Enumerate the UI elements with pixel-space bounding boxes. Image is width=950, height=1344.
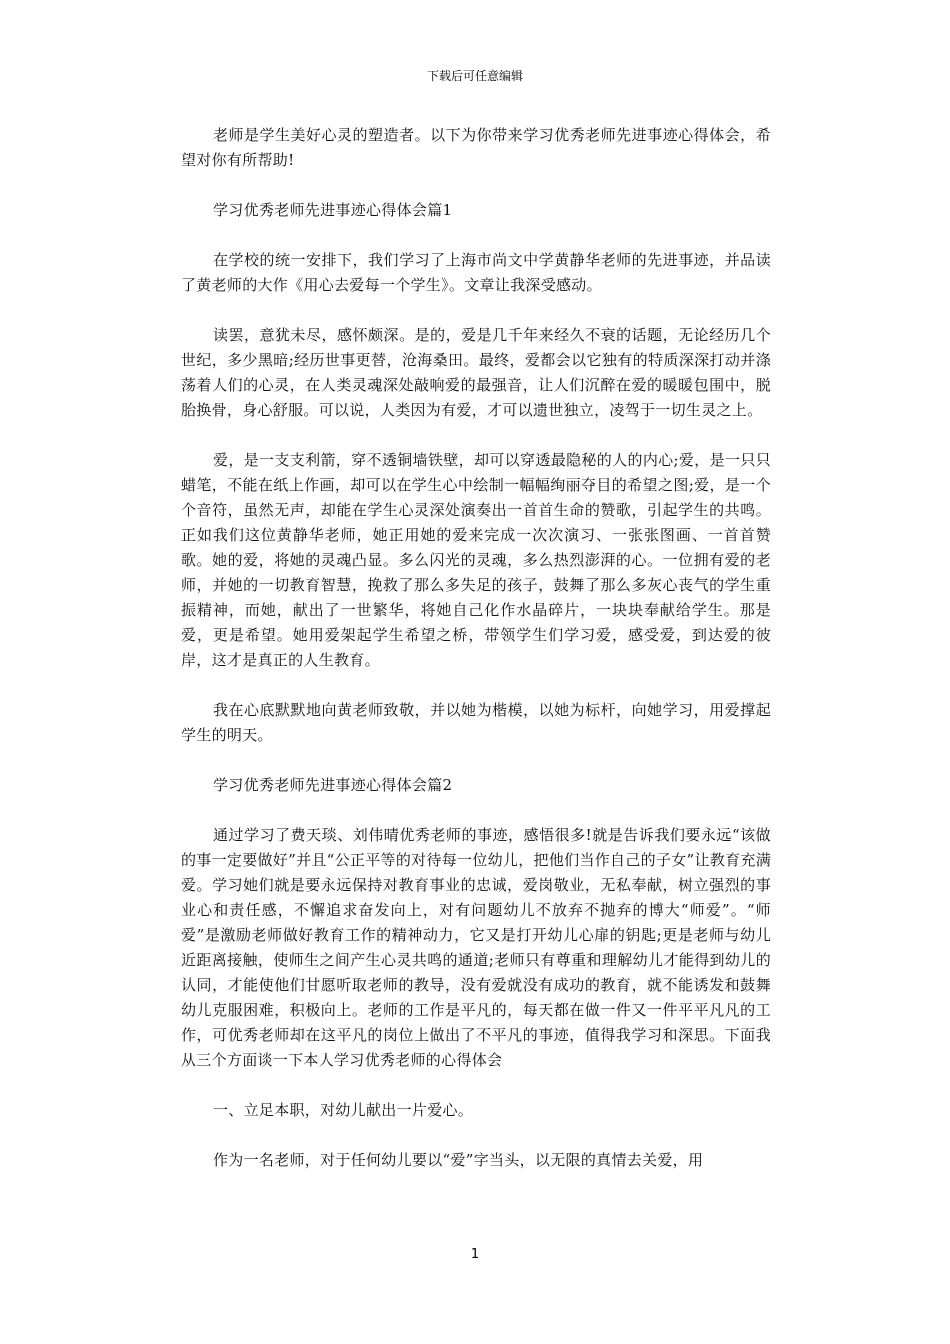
subsection-heading: 一、立足本职，对幼儿献出一片爱心。 — [213, 1101, 474, 1119]
section-heading-1: 学习优秀老师先进事迹心得体会篇1 — [213, 201, 453, 219]
body-paragraph: 读罢，意犹未尽，感怀颇深。是的，爱是几千年来经久不衰的话题，无论经历几个世纪，多少黑暗;经历世事更替，沧海桑田。最终，爱都会以它独有的特质深深打动并涤荡着人们的心灵，在人类灵魂深处敲响爱的最强音，让人们沉醉在爱的暖暖包围中，脱胎换骨，身心舒服。可以说，人类因为有爱，才可以遗世独立，凌驾于一切生灵之上。 — [181, 326, 771, 419]
body-paragraph: 作为一名老师，对于任何幼儿要以“爱”字当头，以无限的真情去关爱，用 — [213, 1151, 704, 1169]
intro-paragraph: 老师是学生美好心灵的塑造者。以下为你带来学习优秀老师先进事迹心得体会，希望对你有所帮助! — [181, 126, 771, 169]
section-heading-2: 学习优秀老师先进事迹心得体会篇2 — [213, 776, 453, 794]
page-header: 下载后可任意编辑 — [426, 69, 523, 83]
body-paragraph: 在学校的统一安排下，我们学习了上海市尚文中学黄静华老师的先进事迹，并品读了黄老师的大作《用心去爱每一个学生》。文章让我深受感动。 — [181, 251, 771, 294]
body-paragraph: 我在心底默默地向黄老师致敬，并以她为楷模，以她为标杆，向她学习，用爱撑起学生的明天。 — [181, 701, 771, 744]
page-number: 1 — [470, 1247, 480, 1262]
body-paragraph: 通过学习了费天琰、刘伟晴优秀老师的事迹，感悟很多!就是告诉我们要永远“该做的事一定要做好”并且“公正平等的对待每一位幼儿，把他们当作自己的子女”让教育充满爱。学习她们就是要永远保持对教育事业的忠诚，爱岗敬业，无私奉献，树立强烈的事业心和责任感，不懈追求奋发向上，对有问题幼儿不放弃不抛弃的博大“师爱”。“师爱”是激励老师做好教育工作的精神动力，它又是打开幼儿心扉的钥匙;更是老师与幼儿近距离接触，使师生之间产生心灵共鸣的通道;老师只有尊重和理解幼儿才能得到幼儿的认同，才能使他们甘愿听取老师的教导，没有爱就没有成功的教育，就不能诱发和鼓舞幼儿克服困难，积极向上。老师的工作是平凡的，每天都在做一件又一件平平凡凡的工作，可优秀老师却在这平凡的岗位上做出了不平凡的事迹，值得我学习和深思。下面我从三个方面谈一下本人学习优秀老师的心得体会 — [181, 826, 772, 1069]
document-body — [181, 123, 771, 1198]
body-paragraph: 爱，是一支支利箭，穿不透铜墙铁壁，却可以穿透最隐秘的人的内心;爱，是一只只蜡笔，不能在纸上作画，却可以在学生心中绘制一幅幅绚丽夺目的希望之图;爱，是一个个音符，虽然无声，却能在学生心灵深处演奏出一首首生命的赞歌，引起学生的共鸣。正如我们这位黄静华老师，她正用她的爱来完成一次次演习、一张张图画、一首首赞歌。她的爱，将她的灵魂凸显。多么闪光的灵魂，多么热烈澎湃的心。一位拥有爱的老师，并她的一切教育智慧，挽救了那么多失足的孩子，鼓舞了那么多灰心丧气的学生重振精神，而她，献出了一世繁华，将她自己化作水晶碎片，一块块奉献给学生。那是爱，更是希望。她用爱架起学生希望之桥，带领学生们学习爱，感受爱，到达爱的彼岸，这才是真正的人生教育。 — [181, 451, 771, 669]
